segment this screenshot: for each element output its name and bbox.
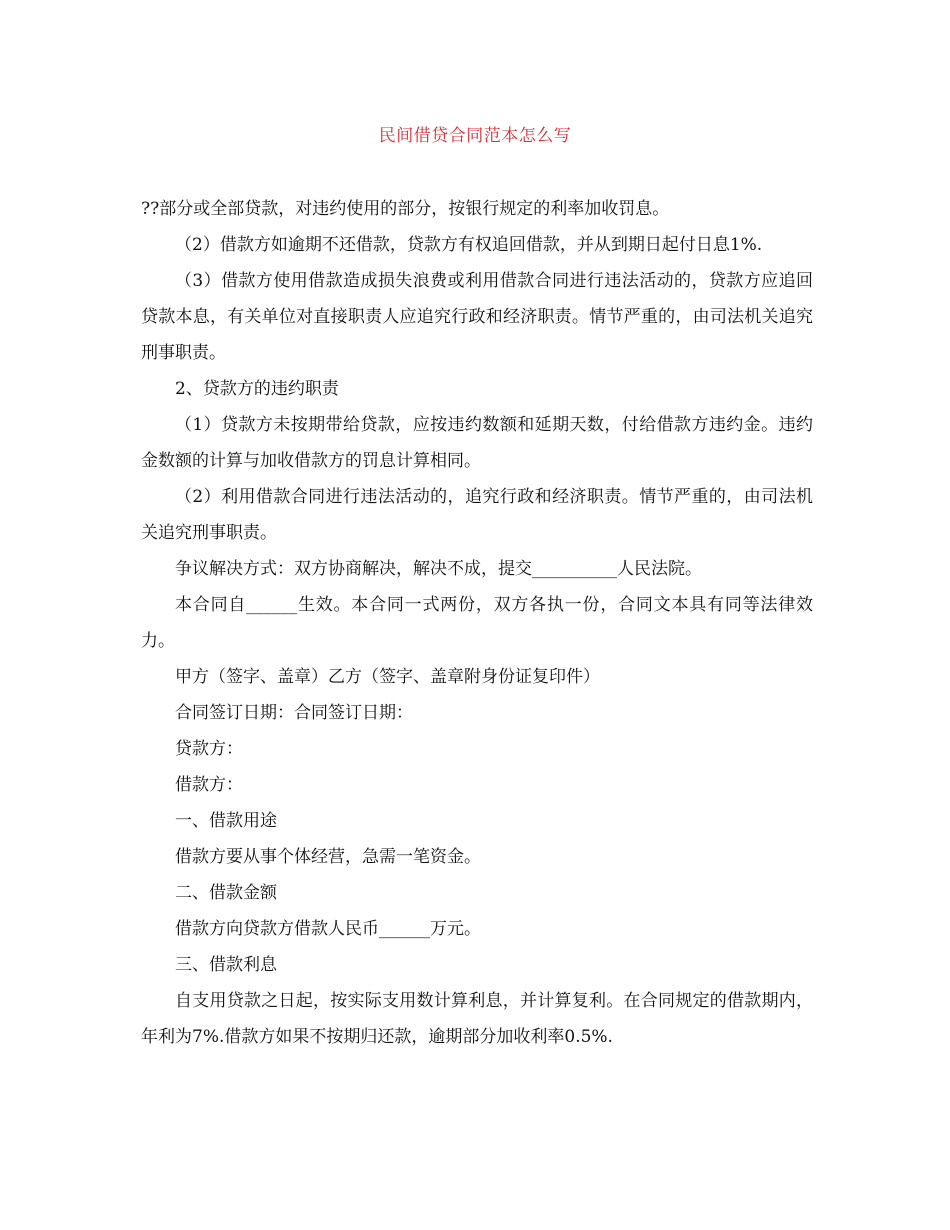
paragraph: 借款方向贷款方借款人民币______万元。: [175, 919, 481, 939]
paragraph: 本合同自______生效。本合同一式两份，双方各执一份，合同文本具有同等法律效力。: [141, 595, 813, 651]
section-heading: 一、借款用途: [175, 811, 277, 831]
paragraph: （2）利用借款合同进行违法活动的，追究行政和经济职责。情节严重的，由司法机关追究刑事职责。: [141, 487, 813, 543]
section-heading: 2、贷款方的违约职责: [175, 379, 339, 399]
paragraph: （2）借款方如逾期不还借款，贷款方有权追回借款，并从到期日起付日息1%.: [175, 235, 763, 255]
section-heading: 二、借款金额: [175, 883, 277, 903]
paragraph: （1）贷款方未按期带给贷款，应按违约数额和延期天数，付给借款方违约金。违约金数额的计算与加收借款方的罚息计算相同。: [141, 415, 813, 471]
date-line: 合同签订日期：合同签订日期：: [175, 703, 413, 723]
section-heading: 三、借款利息: [175, 955, 277, 975]
signature-line: 甲方（签字、盖章）乙方（签字、盖章附身份证复印件）: [175, 667, 600, 687]
borrower-line: 借款方：: [175, 775, 243, 795]
document-title: 民间借贷合同范本怎么写: [378, 126, 572, 146]
lender-line: 贷款方：: [175, 739, 243, 759]
paragraph: 争议解决方式：双方协商解决，解决不成，提交__________人民法院。: [175, 559, 702, 579]
paragraph: ??部分或全部贷款，对违约使用的部分，按银行规定的利率加收罚息。: [141, 199, 670, 219]
paragraph: 借款方要从事个体经营，急需一笔资金。: [175, 847, 481, 867]
paragraph: 自支用贷款之日起，按实际支用数计算利息，并计算复利。在合同规定的借款期内，年利为7%.借款方如果不按期归还款，逾期部分加收利率0.5%.: [141, 991, 813, 1047]
paragraph: （3）借款方使用借款造成损失浪费或利用借款合同进行违法活动的，贷款方应追回贷款本息，有关单位对直接职责人应追究行政和经济职责。情节严重的，由司法机关追究刑事职责。: [141, 271, 813, 363]
document-body: [141, 191, 813, 1055]
